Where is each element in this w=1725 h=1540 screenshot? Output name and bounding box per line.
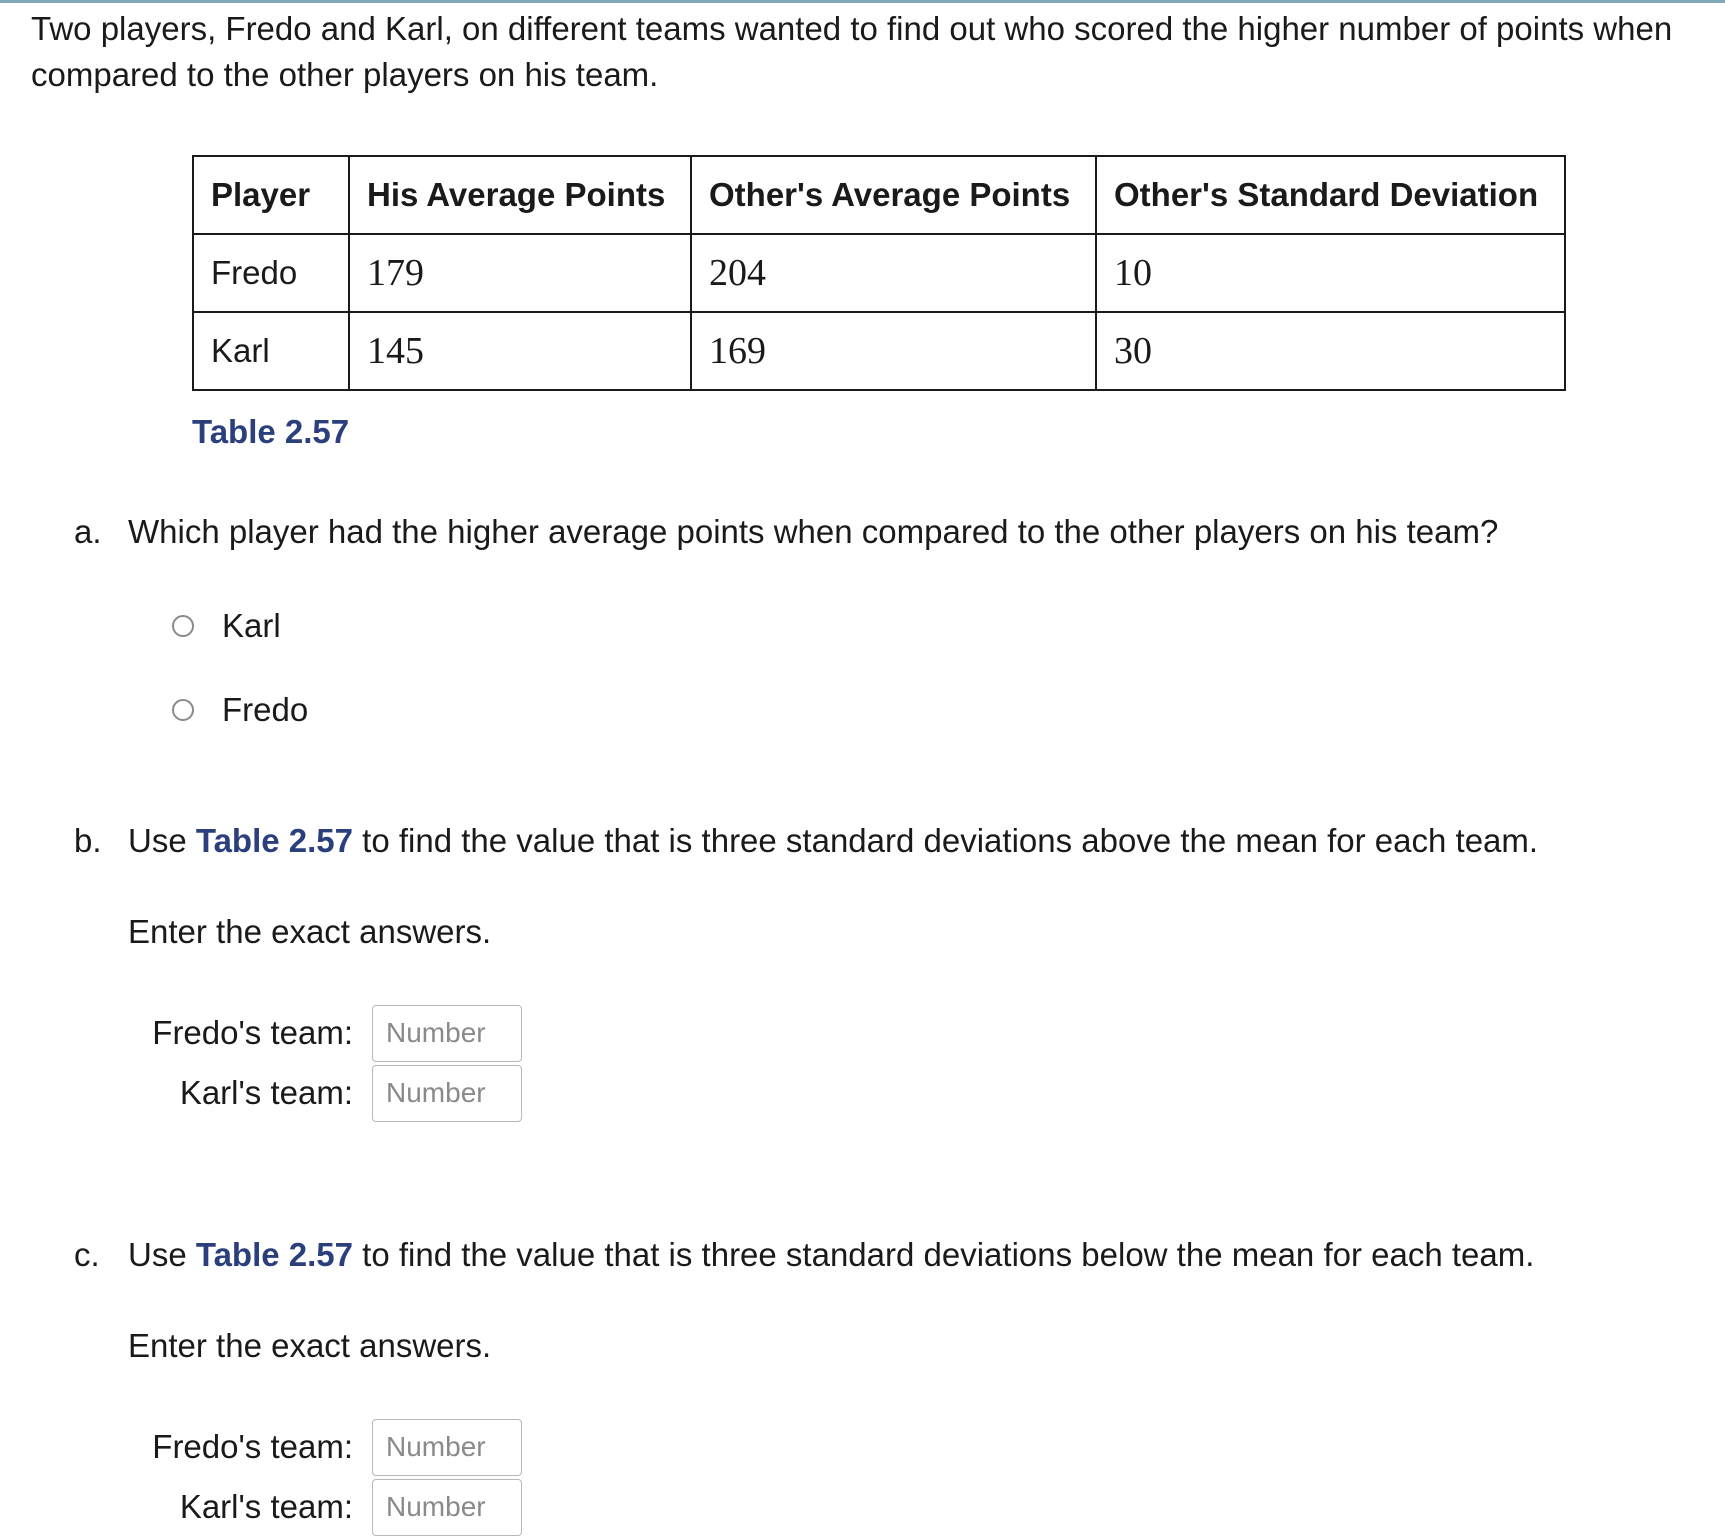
question-c-letter: c.: [74, 1236, 100, 1273]
column-header-others-std-dev: Other's Standard Deviation: [1096, 156, 1565, 234]
field-row-fredo-below: [128, 1418, 522, 1476]
cell-player: Karl: [193, 312, 349, 390]
cell-his-average: 179: [349, 234, 691, 312]
field-row-fredo-above: [128, 1004, 522, 1062]
fredo-below-input[interactable]: [372, 1419, 522, 1476]
field-label: Karl's team:: [179, 1074, 353, 1111]
field-label: Fredo's team:: [152, 1428, 353, 1465]
radio-option-fredo[interactable]: [172, 690, 308, 730]
fredo-above-input[interactable]: [372, 1005, 522, 1062]
question-a-letter: a.: [74, 513, 102, 550]
field-row-karl-above: [128, 1064, 522, 1122]
cell-others-average: 169: [691, 312, 1096, 390]
field-label: Fredo's team:: [152, 1014, 353, 1051]
radio-option-karl[interactable]: [172, 606, 281, 646]
radio-button[interactable]: [172, 615, 194, 637]
question-b-text: [128, 821, 1538, 861]
radio-label[interactable]: Karl: [222, 607, 281, 644]
question-a-text: Which player had the higher average points when compared to the other players on his team?: [128, 513, 1499, 550]
question-c-prefix: Use: [128, 1236, 196, 1273]
question-c-suffix: to find the value that is three standard deviations below the mean for each team.: [353, 1236, 1535, 1273]
karl-above-input[interactable]: [372, 1065, 522, 1122]
table-link[interactable]: Table 2.57: [195, 822, 353, 859]
question-c-text: [128, 1235, 1534, 1275]
table-link[interactable]: Table 2.57: [195, 1236, 353, 1273]
column-header-others-average: Other's Average Points: [691, 156, 1096, 234]
question-b-letter: b.: [74, 822, 102, 859]
table-row: [193, 312, 1565, 390]
table-row: [193, 234, 1565, 312]
radio-label[interactable]: Fredo: [222, 691, 309, 728]
cell-others-std-dev: 10: [1096, 234, 1565, 312]
table-header-row: [193, 156, 1565, 234]
problem-intro: Two players, Fredo and Karl, on different teams wanted to find out who scored the higher number of points when compared to the other players on his team.: [31, 10, 1673, 93]
instruction-c: Enter the exact answers.: [128, 1327, 492, 1364]
field-row-karl-below: [128, 1478, 522, 1536]
question-b-prefix: Use: [128, 822, 196, 859]
top-divider: [0, 0, 1725, 3]
column-header-his-average: His Average Points: [349, 156, 691, 234]
table-caption: Table 2.57: [192, 413, 350, 450]
column-header-player: Player: [193, 156, 349, 234]
data-table: [192, 155, 1566, 391]
cell-player: Fredo: [193, 234, 349, 312]
cell-his-average: 145: [349, 312, 691, 390]
cell-others-average: 204: [691, 234, 1096, 312]
instruction-b: Enter the exact answers.: [128, 913, 492, 950]
question-b-suffix: to find the value that is three standard deviations above the mean for each team.: [353, 822, 1539, 859]
field-label: Karl's team:: [179, 1488, 353, 1525]
radio-button[interactable]: [172, 699, 194, 721]
cell-others-std-dev: 30: [1096, 312, 1565, 390]
karl-below-input[interactable]: [372, 1479, 522, 1536]
